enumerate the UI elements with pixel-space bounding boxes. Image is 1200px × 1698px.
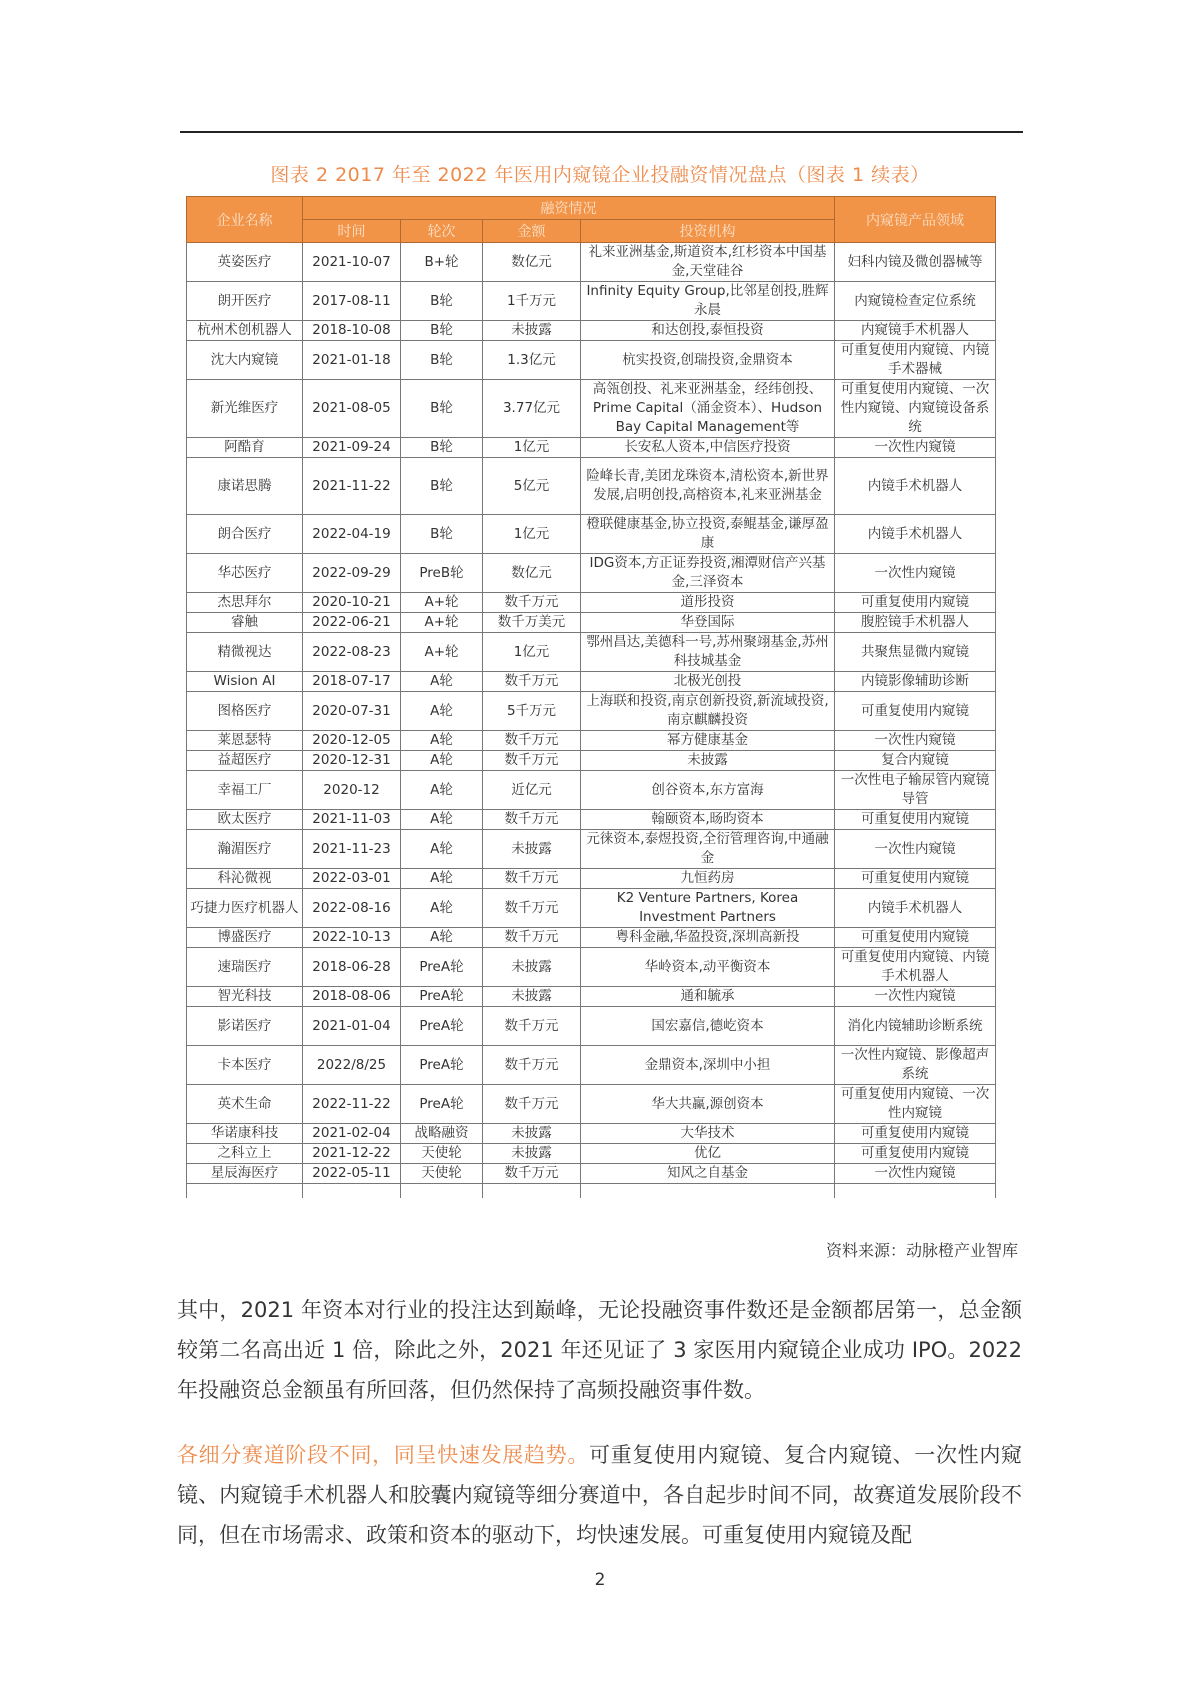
company-cell: 新光维医疗 [187,380,303,438]
company-cell: 沈大内窥镜 [187,341,303,380]
table-row [187,613,996,633]
date-cell: 2022-09-29 [303,554,401,593]
table-row [187,928,996,948]
investors-cell: 橙联健康基金,协立投资,泰鲲基金,谦厚盈康 [581,515,835,554]
product-field-cell: 内窥镜手术机器人 [835,321,996,341]
round-cell: A轮 [401,751,483,771]
investors-cell: 知风之自基金 [581,1164,835,1184]
date-cell: 2020-07-31 [303,692,401,731]
amount-cell: 1亿元 [483,438,581,458]
table-row [187,1046,996,1085]
table-row [187,751,996,771]
table-row [187,1085,996,1124]
product-field-cell: 消化内镜辅助诊断系统 [835,1007,996,1046]
round-cell: PreA轮 [401,1085,483,1124]
company-cell: 博盛医疗 [187,928,303,948]
investors-cell: 杭实投资,创瑞投资,金鼎资本 [581,341,835,380]
company-cell: 巧捷力医疗机器人 [187,889,303,928]
date-cell: 2017-08-11 [303,282,401,321]
amount-cell: 数亿元 [483,554,581,593]
date-cell: 2021-11-03 [303,810,401,830]
round-cell: B轮 [401,341,483,380]
investors-cell: 礼来亚洲基金,斯道资本,红杉资本中国基金,天堂硅谷 [581,243,835,282]
company-cell: 幸福工厂 [187,771,303,810]
amount-cell: 未披露 [483,987,581,1007]
product-field-cell: 复合内窥镜 [835,751,996,771]
company-cell: 图格医疗 [187,692,303,731]
round-cell: A轮 [401,830,483,869]
round-cell: B轮 [401,458,483,515]
round-cell: B轮 [401,282,483,321]
product-field-cell: 可重复使用内窥镜 [835,928,996,948]
header-company: 企业名称 [187,197,303,243]
table-row [187,341,996,380]
investors-cell: 翰颐资本,旸昀资本 [581,810,835,830]
empty-cell [401,1184,483,1199]
table-row [187,593,996,613]
product-field-cell: 内镜手术机器人 [835,889,996,928]
company-cell: 朗开医疗 [187,282,303,321]
date-cell: 2022-10-13 [303,928,401,948]
funding-table [186,196,996,1198]
company-cell: 科沁微视 [187,869,303,889]
round-cell: A轮 [401,731,483,751]
date-cell: 2018-07-17 [303,672,401,692]
empty-cell [581,1184,835,1199]
product-field-cell: 一次性内窥镜 [835,987,996,1007]
amount-cell: 数千万元 [483,751,581,771]
company-cell: 精微视达 [187,633,303,672]
product-field-cell: 可重复使用内窥镜 [835,869,996,889]
round-cell: A+轮 [401,633,483,672]
table-row-blank [187,1184,996,1199]
date-cell: 2022-04-19 [303,515,401,554]
date-cell: 2018-06-28 [303,948,401,987]
round-cell: PreA轮 [401,948,483,987]
company-cell: 之科立上 [187,1144,303,1164]
date-cell: 2020-10-21 [303,593,401,613]
date-cell: 2021-11-22 [303,458,401,515]
table-row [187,810,996,830]
empty-cell [303,1184,401,1199]
round-cell: A轮 [401,771,483,810]
table-row [187,282,996,321]
round-cell: B轮 [401,515,483,554]
company-cell: 朗合医疗 [187,515,303,554]
amount-cell: 1亿元 [483,633,581,672]
investors-cell: 粤科金融,华盈投资,深圳高新投 [581,928,835,948]
product-field-cell: 可重复使用内窥镜、一次性内窥镜、内窥镜设备系统 [835,380,996,438]
round-cell: B轮 [401,321,483,341]
company-cell: 英姿医疗 [187,243,303,282]
investors-cell: 优亿 [581,1144,835,1164]
amount-cell: 未披露 [483,1124,581,1144]
investors-cell: 通和毓承 [581,987,835,1007]
amount-cell: 未披露 [483,1144,581,1164]
investors-cell: 未披露 [581,751,835,771]
amount-cell: 数千万元 [483,731,581,751]
product-field-cell: 可重复使用内窥镜、内镜手术机器人 [835,948,996,987]
table-row [187,1164,996,1184]
product-field-cell: 一次性内窥镜、影像超声系统 [835,1046,996,1085]
investors-cell: IDG资本,方正证券投资,湘潭财信产兴基金,三泽资本 [581,554,835,593]
amount-cell: 5千万元 [483,692,581,731]
round-cell: PreA轮 [401,987,483,1007]
date-cell: 2021-01-18 [303,341,401,380]
table-row [187,321,996,341]
amount-cell: 数千万元 [483,869,581,889]
date-cell: 2022-03-01 [303,869,401,889]
table-body [187,243,996,1199]
product-field-cell: 内镜手术机器人 [835,458,996,515]
company-cell: 益超医疗 [187,751,303,771]
amount-cell: 5亿元 [483,458,581,515]
product-field-cell: 可重复使用内窥镜 [835,692,996,731]
amount-cell: 数千万元 [483,1164,581,1184]
investors-cell: 华登国际 [581,613,835,633]
round-cell: 天使轮 [401,1144,483,1164]
investors-cell: 长安私人资本,中信医疗投资 [581,438,835,458]
table-row [187,692,996,731]
company-cell: 华芯医疗 [187,554,303,593]
investors-cell: 道彤投资 [581,593,835,613]
investors-cell: 华大共赢,源创资本 [581,1085,835,1124]
product-field-cell: 妇科内镜及微创器械等 [835,243,996,282]
date-cell: 2022-05-11 [303,1164,401,1184]
date-cell: 2021-10-07 [303,243,401,282]
header-product-field: 内窥镜产品领域 [835,197,996,243]
investors-cell: 金鼎资本,深圳中小担 [581,1046,835,1085]
product-field-cell: 一次性电子输尿管内窥镜导管 [835,771,996,810]
date-cell: 2022-06-21 [303,613,401,633]
header-financing-group: 融资情况 [303,197,835,220]
product-field-cell: 可重复使用内窥镜、内镜手术器械 [835,341,996,380]
header-investors: 投资机构 [581,220,835,243]
amount-cell: 数千万元 [483,593,581,613]
source-note: 资料来源：动脉橙产业智库 [825,1241,1018,1260]
investors-cell: 元徕资本,泰煜投资,全衍管理咨询,中通融金 [581,830,835,869]
date-cell: 2021-01-04 [303,1007,401,1046]
product-field-cell: 共聚焦显微内窥镜 [835,633,996,672]
table-row [187,987,996,1007]
amount-cell: 近亿元 [483,771,581,810]
product-field-cell: 一次性内窥镜 [835,731,996,751]
round-cell: PreA轮 [401,1007,483,1046]
investors-cell: 国宏嘉信,德屹资本 [581,1007,835,1046]
amount-cell: 未披露 [483,948,581,987]
company-cell: 阿酷育 [187,438,303,458]
amount-cell: 数千万元 [483,672,581,692]
company-cell: 康诺思腾 [187,458,303,515]
table-row [187,1124,996,1144]
company-cell: 英术生命 [187,1085,303,1124]
product-field-cell: 一次性内窥镜 [835,554,996,593]
amount-cell: 数千万元 [483,810,581,830]
product-field-cell: 可重复使用内窥镜 [835,593,996,613]
amount-cell: 数千万美元 [483,613,581,633]
date-cell: 2022/8/25 [303,1046,401,1085]
paragraph-1: 其中，2021 年资本对行业的投注达到巅峰，无论投融资事件数还是金额都居第一，总金额较第二名高出近 1 倍，除此之外，2021 年还见证了 3 家医用内窥镜企业成功 IPO。2022 年投融资总金额虽有所回落，但仍然保持了高频投融资事件数。 [177,1298,1022,1402]
product-field-cell: 内窥镜检查定位系统 [835,282,996,321]
investors-cell: 创谷资本,东方富海 [581,771,835,810]
product-field-cell: 一次性内窥镜 [835,1164,996,1184]
table-row [187,554,996,593]
date-cell: 2022-11-22 [303,1085,401,1124]
date-cell: 2021-08-05 [303,380,401,438]
round-cell: PreB轮 [401,554,483,593]
header-rule [180,131,1023,133]
round-cell: 战略融资 [401,1124,483,1144]
date-cell: 2021-11-23 [303,830,401,869]
table-row [187,1144,996,1164]
header-date: 时间 [303,220,401,243]
investors-cell: Infinity Equity Group,比邻星创投,胜辉永晨 [581,282,835,321]
investors-cell: 险峰长青,美团龙珠资本,清松资本,新世界发展,启明创投,高榕资本,礼来亚洲基金 [581,458,835,515]
amount-cell: 数千万元 [483,889,581,928]
amount-cell: 1千万元 [483,282,581,321]
product-field-cell: 一次性内窥镜 [835,438,996,458]
date-cell: 2020-12 [303,771,401,810]
header-amount: 金额 [483,220,581,243]
table-caption: 图表 2 2017 年至 2022 年医用内窥镜企业投融资情况盘点（图表 1 续表） [270,164,930,186]
investors-cell: 上海联和投资,南京创新投资,新流域投资,南京麒麟投资 [581,692,835,731]
amount-cell: 数千万元 [483,928,581,948]
investors-cell: 北极光创投 [581,672,835,692]
company-cell: 影诺医疗 [187,1007,303,1046]
amount-cell: 数千万元 [483,1046,581,1085]
empty-cell [835,1184,996,1199]
table-row [187,771,996,810]
round-cell: B轮 [401,380,483,438]
investors-cell: 和达创投,泰恒投资 [581,321,835,341]
investors-cell: 大华技术 [581,1124,835,1144]
round-cell: A轮 [401,869,483,889]
product-field-cell: 一次性内窥镜 [835,830,996,869]
product-field-cell: 内镜手术机器人 [835,515,996,554]
company-cell: 速瑞医疗 [187,948,303,987]
round-cell: 天使轮 [401,1164,483,1184]
company-cell: 智光科技 [187,987,303,1007]
investors-cell: 高瓴创投、礼来亚洲基金，经纬创投、Prime Capital（涌金资本）、Hudson Bay Capital Management等 [581,380,835,438]
investors-cell: K2 Venture Partners, Korea Investment Partners [581,889,835,928]
amount-cell: 数亿元 [483,243,581,282]
amount-cell: 3.77亿元 [483,380,581,438]
round-cell: A轮 [401,928,483,948]
round-cell: B轮 [401,438,483,458]
date-cell: 2020-12-31 [303,751,401,771]
company-cell: 睿触 [187,613,303,633]
company-cell: 星辰海医疗 [187,1164,303,1184]
product-field-cell: 可重复使用内窥镜 [835,1124,996,1144]
table-row [187,438,996,458]
company-cell: 杰思拜尔 [187,593,303,613]
amount-cell: 1亿元 [483,515,581,554]
amount-cell: 1.3亿元 [483,341,581,380]
company-cell: 瀚湄医疗 [187,830,303,869]
date-cell: 2021-02-04 [303,1124,401,1144]
amount-cell: 数千万元 [483,1007,581,1046]
table-row [187,380,996,438]
company-cell: 欧太医疗 [187,810,303,830]
table-row [187,1007,996,1046]
amount-cell: 未披露 [483,321,581,341]
table-row [187,243,996,282]
table-row [187,672,996,692]
table-row [187,889,996,928]
product-field-cell: 可重复使用内窥镜 [835,810,996,830]
date-cell: 2018-08-06 [303,987,401,1007]
round-cell: A轮 [401,672,483,692]
table-row [187,633,996,672]
empty-cell [187,1184,303,1199]
round-cell: A轮 [401,810,483,830]
investors-cell: 华岭资本,动平衡资本 [581,948,835,987]
table-row [187,830,996,869]
date-cell: 2022-08-16 [303,889,401,928]
investors-cell: 九恒药房 [581,869,835,889]
round-cell: A轮 [401,692,483,731]
round-cell: A轮 [401,889,483,928]
date-cell: 2021-09-24 [303,438,401,458]
company-cell: Wision AI [187,672,303,692]
date-cell: 2021-12-22 [303,1144,401,1164]
company-cell: 莱恩瑟特 [187,731,303,751]
date-cell: 2018-10-08 [303,321,401,341]
product-field-cell: 可重复使用内窥镜 [835,1144,996,1164]
product-field-cell: 可重复使用内窥镜、一次性内窥镜 [835,1085,996,1124]
round-cell: A+轮 [401,593,483,613]
table-row [187,948,996,987]
date-cell: 2022-08-23 [303,633,401,672]
product-field-cell: 内镜影像辅助诊断 [835,672,996,692]
table-row [187,869,996,889]
table-row [187,458,996,515]
header-round: 轮次 [401,220,483,243]
table-row [187,731,996,751]
paragraph-2-highlight: 各细分赛道阶段不同，同呈快速发展趋势。 [177,1443,589,1467]
amount-cell: 数千万元 [483,1085,581,1124]
date-cell: 2020-12-05 [303,731,401,751]
paragraph-2-body: 可重复使用内窥镜、复合内窥镜、一次性内窥镜、内窥镜手术机器人和胶囊内窥镜等细分赛道中，各自起步时间不同，故赛道发展阶段不同，但在市场需求、政策和资本的驱动下，均快速发展。可重复使用内窥镜及配 [177,1443,1022,1547]
product-field-cell: 腹腔镜手术机器人 [835,613,996,633]
page-number: 2 [594,1570,606,1590]
empty-cell [483,1184,581,1199]
investors-cell: 鄂州昌达,美德科一号,苏州聚翊基金,苏州科技城基金 [581,633,835,672]
amount-cell: 未披露 [483,830,581,869]
round-cell: PreA轮 [401,1046,483,1085]
investors-cell: 幂方健康基金 [581,731,835,751]
company-cell: 卡本医疗 [187,1046,303,1085]
table-row [187,515,996,554]
round-cell: A+轮 [401,613,483,633]
company-cell: 华诺康科技 [187,1124,303,1144]
company-cell: 杭州术创机器人 [187,321,303,341]
round-cell: B+轮 [401,243,483,282]
paragraph-2 [177,1435,1022,1555]
